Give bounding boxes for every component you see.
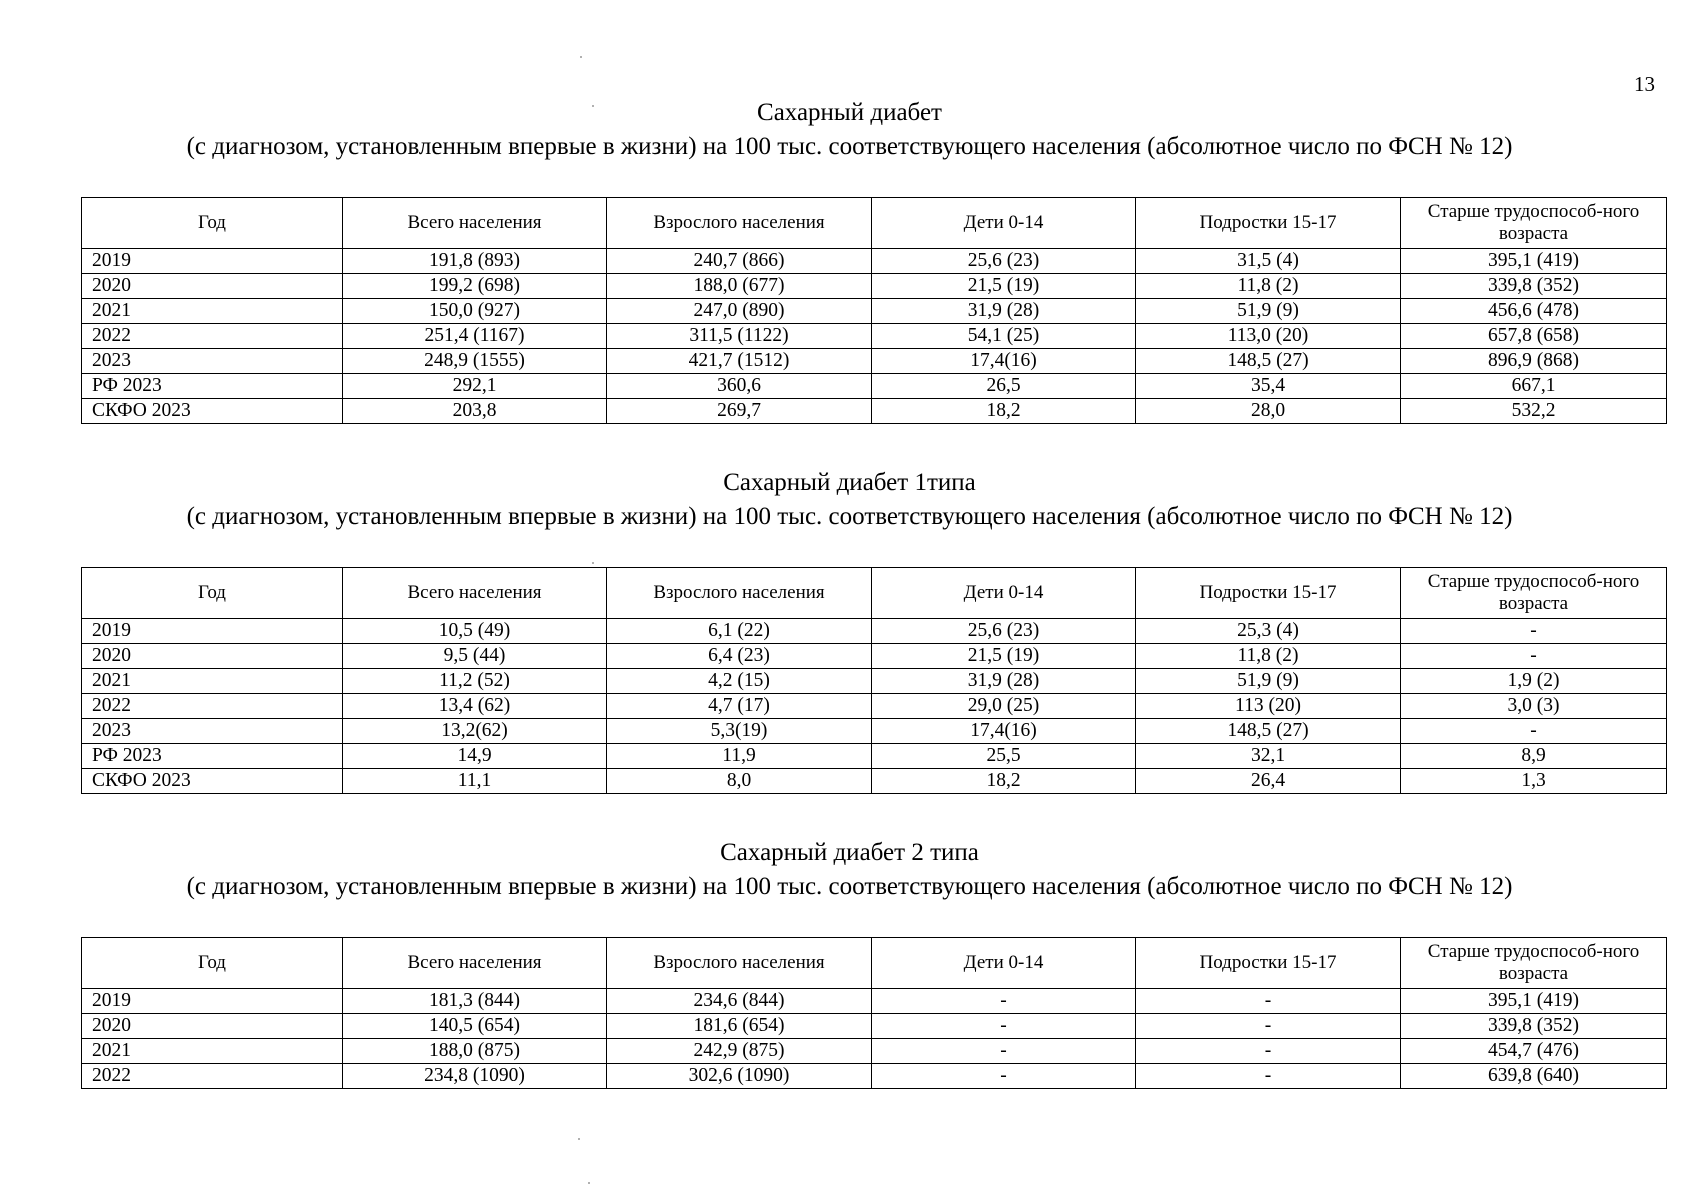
cell-elderly: 395,1 (419) bbox=[1401, 249, 1667, 274]
cell-total: 9,5 (44) bbox=[343, 644, 607, 669]
col-header-elderly: Старше трудоспособ-ного возраста bbox=[1401, 568, 1667, 619]
table-subtitle: (с диагнозом, установленным впервые в жизни) на 100 тыс. соответствующего населения (абсолютное число по ФСН № 12) bbox=[186, 133, 1513, 160]
cell-elderly: - bbox=[1401, 619, 1667, 644]
cell-children: - bbox=[872, 989, 1136, 1014]
col-header-total: Всего населения bbox=[343, 198, 607, 249]
cell-total: 13,2(62) bbox=[343, 719, 607, 744]
cell-teens: 51,9 (9) bbox=[1136, 299, 1401, 324]
cell-teens: 148,5 (27) bbox=[1136, 719, 1401, 744]
col-header-year: Год bbox=[82, 938, 343, 989]
cell-children: 17,4(16) bbox=[872, 719, 1136, 744]
cell-teens: 35,4 bbox=[1136, 374, 1401, 399]
cell-adult: 269,7 bbox=[607, 399, 872, 424]
col-header-year: Год bbox=[82, 198, 343, 249]
cell-adult: 188,0 (677) bbox=[607, 274, 872, 299]
cell-total: 191,8 (893) bbox=[343, 249, 607, 274]
cell-year: РФ 2023 bbox=[82, 374, 343, 399]
cell-elderly: 1,3 bbox=[1401, 769, 1667, 794]
cell-children: 25,6 (23) bbox=[872, 619, 1136, 644]
section-title bbox=[0, 836, 1699, 904]
cell-teens: - bbox=[1136, 1014, 1401, 1039]
cell-children: 18,2 bbox=[872, 769, 1136, 794]
cell-total: 10,5 (49) bbox=[343, 619, 607, 644]
cell-teens: 26,4 bbox=[1136, 769, 1401, 794]
cell-adult: 6,4 (23) bbox=[607, 644, 872, 669]
cell-elderly: 896,9 (868) bbox=[1401, 349, 1667, 374]
section-title bbox=[0, 466, 1699, 534]
col-header-year: Год bbox=[82, 568, 343, 619]
cell-elderly: 454,7 (476) bbox=[1401, 1039, 1667, 1064]
cell-children: 21,5 (19) bbox=[872, 274, 1136, 299]
page-number: 13 bbox=[1634, 72, 1655, 96]
cell-elderly: 456,6 (478) bbox=[1401, 299, 1667, 324]
cell-adult: 4,2 (15) bbox=[607, 669, 872, 694]
scan-speck bbox=[580, 56, 582, 58]
col-header-teens: Подростки 15-17 bbox=[1136, 198, 1401, 249]
table-diabetes-type1 bbox=[81, 567, 1667, 794]
cell-total: 13,4 (62) bbox=[343, 694, 607, 719]
cell-teens: - bbox=[1136, 989, 1401, 1014]
section-diabetes-total bbox=[0, 96, 1699, 421]
scan-speck bbox=[592, 105, 594, 107]
cell-adult: 181,6 (654) bbox=[607, 1014, 872, 1039]
cell-elderly: 667,1 bbox=[1401, 374, 1667, 399]
cell-adult: 311,5 (1122) bbox=[607, 324, 872, 349]
cell-adult: 242,9 (875) bbox=[607, 1039, 872, 1064]
col-header-elderly: Старше трудоспособ-ного возраста bbox=[1401, 198, 1667, 249]
cell-total: 248,9 (1555) bbox=[343, 349, 607, 374]
cell-adult: 234,6 (844) bbox=[607, 989, 872, 1014]
cell-elderly: 1,9 (2) bbox=[1401, 669, 1667, 694]
cell-elderly: 339,8 (352) bbox=[1401, 1014, 1667, 1039]
cell-teens: 148,5 (27) bbox=[1136, 349, 1401, 374]
table-row bbox=[82, 274, 1667, 299]
scan-speck bbox=[592, 562, 594, 564]
table-title: Сахарный диабет 1типа bbox=[723, 469, 976, 496]
table-row bbox=[82, 349, 1667, 374]
cell-total: 292,1 bbox=[343, 374, 607, 399]
cell-total: 11,1 bbox=[343, 769, 607, 794]
cell-year: 2020 bbox=[82, 274, 343, 299]
cell-year: 2020 bbox=[82, 644, 343, 669]
cell-children: 25,6 (23) bbox=[872, 249, 1136, 274]
cell-adult: 6,1 (22) bbox=[607, 619, 872, 644]
cell-children: 54,1 (25) bbox=[872, 324, 1136, 349]
table-row bbox=[82, 619, 1667, 644]
cell-children: 29,0 (25) bbox=[872, 694, 1136, 719]
cell-year: 2022 bbox=[82, 694, 343, 719]
cell-children: 31,9 (28) bbox=[872, 299, 1136, 324]
cell-children: 31,9 (28) bbox=[872, 669, 1136, 694]
section-title bbox=[0, 96, 1699, 164]
header-row bbox=[82, 938, 1667, 989]
table-diabetes-type2 bbox=[81, 937, 1667, 1089]
table-row bbox=[82, 374, 1667, 399]
cell-year: 2021 bbox=[82, 669, 343, 694]
col-header-children: Дети 0-14 bbox=[872, 938, 1136, 989]
scan-speck bbox=[578, 1138, 580, 1140]
cell-teens: 11,8 (2) bbox=[1136, 644, 1401, 669]
cell-elderly: 532,2 bbox=[1401, 399, 1667, 424]
cell-year: 2019 bbox=[82, 619, 343, 644]
table-title: Сахарный диабет bbox=[757, 99, 942, 126]
cell-year: 2022 bbox=[82, 1064, 343, 1089]
cell-teens: - bbox=[1136, 1064, 1401, 1089]
cell-adult: 360,6 bbox=[607, 374, 872, 399]
cell-adult: 302,6 (1090) bbox=[607, 1064, 872, 1089]
table-row bbox=[82, 744, 1667, 769]
table-row bbox=[82, 644, 1667, 669]
table-row bbox=[82, 669, 1667, 694]
cell-elderly: 657,8 (658) bbox=[1401, 324, 1667, 349]
cell-adult: 11,9 bbox=[607, 744, 872, 769]
table-row bbox=[82, 719, 1667, 744]
table-title: Сахарный диабет 2 типа bbox=[720, 839, 979, 866]
header-row bbox=[82, 198, 1667, 249]
col-header-adult: Взрослого населения bbox=[607, 568, 872, 619]
cell-elderly: - bbox=[1401, 644, 1667, 669]
table-subtitle: (с диагнозом, установленным впервые в жизни) на 100 тыс. соответствующего населения (абсолютное число по ФСН № 12) bbox=[186, 873, 1513, 900]
cell-year: 2023 bbox=[82, 719, 343, 744]
cell-adult: 8,0 bbox=[607, 769, 872, 794]
table-row bbox=[82, 1064, 1667, 1089]
table-diabetes-total bbox=[81, 197, 1667, 424]
cell-total: 203,8 bbox=[343, 399, 607, 424]
cell-year: 2019 bbox=[82, 249, 343, 274]
cell-elderly: 8,9 bbox=[1401, 744, 1667, 769]
cell-adult: 4,7 (17) bbox=[607, 694, 872, 719]
cell-adult: 247,0 (890) bbox=[607, 299, 872, 324]
cell-elderly: - bbox=[1401, 719, 1667, 744]
cell-teens: 51,9 (9) bbox=[1136, 669, 1401, 694]
cell-teens: 32,1 bbox=[1136, 744, 1401, 769]
cell-teens: - bbox=[1136, 1039, 1401, 1064]
cell-elderly: 339,8 (352) bbox=[1401, 274, 1667, 299]
col-header-children: Дети 0-14 bbox=[872, 198, 1136, 249]
cell-children: 21,5 (19) bbox=[872, 644, 1136, 669]
table-row bbox=[82, 989, 1667, 1014]
cell-year: СКФО 2023 bbox=[82, 399, 343, 424]
cell-year: 2023 bbox=[82, 349, 343, 374]
cell-year: РФ 2023 bbox=[82, 744, 343, 769]
cell-teens: 28,0 bbox=[1136, 399, 1401, 424]
cell-year: 2021 bbox=[82, 299, 343, 324]
cell-children: 25,5 bbox=[872, 744, 1136, 769]
header-row bbox=[82, 568, 1667, 619]
cell-year: 2019 bbox=[82, 989, 343, 1014]
cell-total: 14,9 bbox=[343, 744, 607, 769]
cell-total: 251,4 (1167) bbox=[343, 324, 607, 349]
cell-year: 2021 bbox=[82, 1039, 343, 1064]
cell-adult: 5,3(19) bbox=[607, 719, 872, 744]
col-header-total: Всего населения bbox=[343, 938, 607, 989]
cell-elderly: 395,1 (419) bbox=[1401, 989, 1667, 1014]
table-row bbox=[82, 399, 1667, 424]
col-header-teens: Подростки 15-17 bbox=[1136, 938, 1401, 989]
cell-total: 199,2 (698) bbox=[343, 274, 607, 299]
cell-children: - bbox=[872, 1039, 1136, 1064]
cell-teens: 31,5 (4) bbox=[1136, 249, 1401, 274]
cell-year: 2020 bbox=[82, 1014, 343, 1039]
cell-adult: 240,7 (866) bbox=[607, 249, 872, 274]
cell-year: 2022 bbox=[82, 324, 343, 349]
table-row bbox=[82, 769, 1667, 794]
cell-teens: 113 (20) bbox=[1136, 694, 1401, 719]
table-row bbox=[82, 1039, 1667, 1064]
col-header-total: Всего населения bbox=[343, 568, 607, 619]
section-diabetes-type1 bbox=[0, 466, 1699, 791]
col-header-adult: Взрослого населения bbox=[607, 198, 872, 249]
cell-adult: 421,7 (1512) bbox=[607, 349, 872, 374]
col-header-elderly: Старше трудоспособ-ного возраста bbox=[1401, 938, 1667, 989]
cell-teens: 113,0 (20) bbox=[1136, 324, 1401, 349]
cell-children: - bbox=[872, 1064, 1136, 1089]
cell-total: 234,8 (1090) bbox=[343, 1064, 607, 1089]
cell-total: 140,5 (654) bbox=[343, 1014, 607, 1039]
cell-teens: 25,3 (4) bbox=[1136, 619, 1401, 644]
cell-children: - bbox=[872, 1014, 1136, 1039]
table-row bbox=[82, 694, 1667, 719]
cell-children: 17,4(16) bbox=[872, 349, 1136, 374]
cell-total: 11,2 (52) bbox=[343, 669, 607, 694]
cell-elderly: 3,0 (3) bbox=[1401, 694, 1667, 719]
col-header-adult: Взрослого населения bbox=[607, 938, 872, 989]
table-row bbox=[82, 1014, 1667, 1039]
section-diabetes-type2 bbox=[0, 836, 1699, 1086]
scan-speck bbox=[588, 1182, 590, 1184]
table-row bbox=[82, 324, 1667, 349]
cell-children: 18,2 bbox=[872, 399, 1136, 424]
table-subtitle: (с диагнозом, установленным впервые в жизни) на 100 тыс. соответствующего населения (абсолютное число по ФСН № 12) bbox=[186, 503, 1513, 530]
table-row bbox=[82, 249, 1667, 274]
table-row bbox=[82, 299, 1667, 324]
cell-elderly: 639,8 (640) bbox=[1401, 1064, 1667, 1089]
cell-total: 150,0 (927) bbox=[343, 299, 607, 324]
cell-teens: 11,8 (2) bbox=[1136, 274, 1401, 299]
col-header-teens: Подростки 15-17 bbox=[1136, 568, 1401, 619]
cell-year: СКФО 2023 bbox=[82, 769, 343, 794]
cell-total: 188,0 (875) bbox=[343, 1039, 607, 1064]
cell-total: 181,3 (844) bbox=[343, 989, 607, 1014]
col-header-children: Дети 0-14 bbox=[872, 568, 1136, 619]
cell-children: 26,5 bbox=[872, 374, 1136, 399]
